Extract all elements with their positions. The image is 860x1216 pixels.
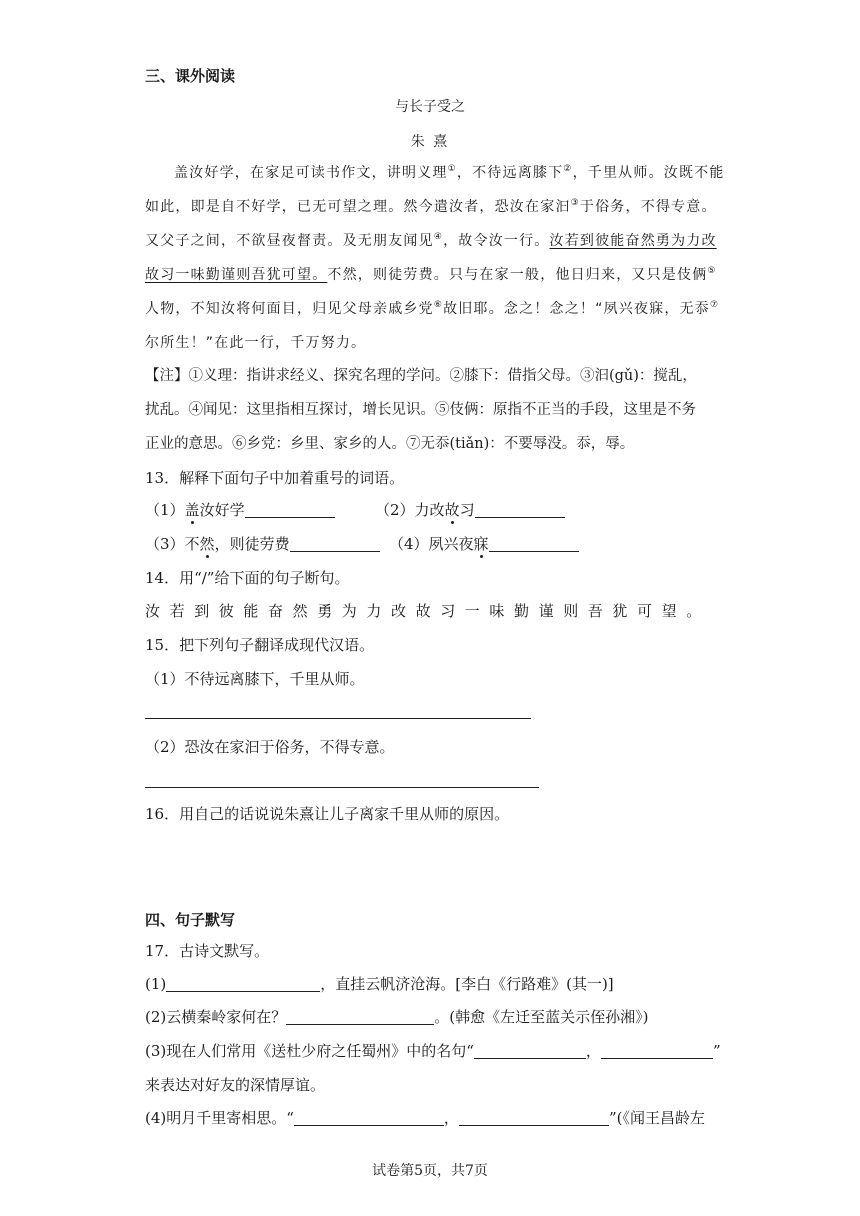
passage-text: 故旧耶。念之！念之！“夙兴夜寐，无忝 bbox=[443, 301, 710, 317]
footnote-mark: ⑦ bbox=[709, 300, 720, 310]
passage-line bbox=[145, 197, 717, 217]
passage-line bbox=[145, 231, 717, 251]
underlined-sentence: 故习一味勤谨则吾犹可望。 bbox=[145, 267, 328, 283]
answer-blank[interactable] bbox=[459, 1109, 609, 1126]
passage-text: 人物，不知汝将何面目，归见父母亲戚乡党 bbox=[145, 301, 434, 317]
item-number: （1） bbox=[145, 501, 185, 519]
notes-line: 【注】①义理：指讲求经义、探究名理的学问。②膝下：借指父母。③汩(gǔ)：搅乱， bbox=[145, 368, 697, 384]
item-text: (2)云横秦岭家何在？ bbox=[145, 1008, 287, 1026]
emphasis-word: 故 bbox=[444, 501, 460, 519]
item-text: ”(《闻王昌龄左 bbox=[608, 1109, 705, 1127]
question-17-stem: 17．古诗文默写。 bbox=[145, 942, 270, 960]
passage-text: 如此，即是自不好学，已无可望之理。然今遣汝者，恐汝在家汩 bbox=[145, 199, 571, 215]
footnote-mark: ① bbox=[447, 164, 457, 174]
answer-line[interactable] bbox=[145, 718, 531, 719]
passage-line bbox=[145, 299, 719, 319]
passage-text: 于俗务，不得专意。 bbox=[579, 199, 717, 215]
item-text: （2）力改 bbox=[375, 501, 445, 519]
footnote-mark: ③ bbox=[570, 198, 580, 208]
answer-blank[interactable] bbox=[474, 1042, 586, 1059]
page-footer: 试卷第5页，共7页 bbox=[372, 1163, 488, 1179]
passage-line bbox=[145, 265, 717, 285]
emphasis-word: 寐 bbox=[473, 535, 489, 553]
question-13-row1b bbox=[375, 500, 565, 520]
item-text: ， bbox=[443, 1109, 459, 1127]
item-text: ” bbox=[712, 1042, 721, 1060]
answer-blank[interactable] bbox=[286, 1008, 434, 1025]
question-13-row2 bbox=[145, 534, 380, 554]
item-text: (4)明月千里寄相思。“ bbox=[145, 1109, 294, 1127]
notes-line: 扰乱。④闻见：这里指相互探讨，增长见识。⑤伎俩：原指不正当的手段，这里是不务 bbox=[145, 402, 696, 418]
footnote-mark: ⑤ bbox=[707, 266, 717, 276]
item-number: (1) bbox=[145, 975, 167, 993]
passage-text: 不然，则徒劳费。只与在家一般，他日归来，又只是伎俩 bbox=[327, 267, 708, 283]
question-15-stem: 15．把下列句子翻译成现代汉语。 bbox=[145, 636, 375, 654]
answer-blank[interactable] bbox=[290, 535, 380, 552]
answer-line[interactable] bbox=[145, 787, 539, 788]
question-14-sentence: 汝若到彼能奋然勇为力改故习一味勤谨则吾犹可望。 bbox=[145, 602, 711, 620]
item-text: (3)现在人们常用《送杜少府之任蜀州》中的名句“ bbox=[145, 1042, 474, 1060]
item-text: （3）不 bbox=[145, 535, 200, 553]
answer-blank[interactable] bbox=[489, 535, 579, 552]
question-13-row1 bbox=[145, 500, 335, 520]
emphasis-word: 然 bbox=[199, 535, 215, 553]
item-text: ，则徒劳费 bbox=[214, 535, 290, 553]
passage-text: ，不待远离膝下 bbox=[456, 165, 564, 181]
passage-text: ，故令汝一行。 bbox=[443, 233, 550, 249]
answer-blank[interactable] bbox=[294, 1109, 444, 1126]
section-heading-dictation: 四、句子默写 bbox=[145, 911, 236, 929]
answer-blank[interactable] bbox=[475, 501, 565, 518]
passage-text: ，千里从师。汝既不能 bbox=[572, 165, 725, 181]
dictation-item-2 bbox=[145, 1007, 648, 1027]
item-text: ，直挂云帆济沧海。[李白《行路难》(其一)] bbox=[320, 975, 614, 993]
passage-title: 与长子受之 bbox=[395, 99, 465, 115]
footnote-mark: ② bbox=[563, 164, 573, 174]
dictation-item-1 bbox=[145, 974, 614, 994]
notes-line: 正业的意思。⑥乡党：乡里、家乡的人。⑦无忝(tiǎn)：不要辱没。忝，辱。 bbox=[145, 436, 635, 452]
answer-blank[interactable] bbox=[166, 975, 320, 992]
passage-line bbox=[145, 333, 366, 353]
question-15-item2: （2）恐汝在家汩于俗务，不得专意。 bbox=[145, 738, 395, 756]
answer-blank[interactable] bbox=[245, 501, 335, 518]
item-text: 汝好学 bbox=[199, 501, 245, 519]
footnote-mark: ④ bbox=[433, 232, 444, 242]
item-text: （4）夙兴夜 bbox=[389, 535, 474, 553]
item-text: 。(韩愈《左迁至蓝关示侄孙湘》) bbox=[434, 1008, 649, 1026]
passage-text: 又父子之间，不欲昼夜督责。及无朋友闻见 bbox=[145, 233, 434, 249]
dictation-item-3 bbox=[145, 1041, 721, 1061]
passage-text: 盖汝好学，在家足可读书作文，讲明义理 bbox=[174, 165, 448, 181]
question-13-row2b bbox=[389, 534, 579, 554]
passage-line bbox=[174, 163, 725, 183]
footnote-mark: ⑥ bbox=[433, 300, 444, 310]
section-heading-reading: 三、课外阅读 bbox=[145, 67, 236, 85]
emphasis-word: 盖 bbox=[184, 501, 200, 519]
item-text: ， bbox=[585, 1042, 601, 1060]
question-15-item1: （1）不待远离膝下，千里从师。 bbox=[145, 670, 365, 688]
passage-author: 朱 熹 bbox=[410, 134, 450, 150]
dictation-item-3-cont: 来表达对好友的深情厚谊。 bbox=[145, 1076, 326, 1094]
dictation-item-4 bbox=[145, 1108, 705, 1128]
answer-blank[interactable] bbox=[601, 1042, 713, 1059]
question-16-stem: 16．用自己的话说说朱熹让儿子离家千里从师的原因。 bbox=[145, 805, 510, 823]
item-text: 习 bbox=[459, 501, 475, 519]
question-13-stem: 13．解释下面句子中加着重号的词语。 bbox=[145, 469, 405, 487]
question-14-stem: 14．用“/”给下面的句子断句。 bbox=[145, 569, 350, 587]
passage-text: 尔所生！”在此一行，千万努力。 bbox=[145, 335, 367, 351]
underlined-sentence: 汝若到彼能奋然勇为力改 bbox=[549, 233, 717, 249]
